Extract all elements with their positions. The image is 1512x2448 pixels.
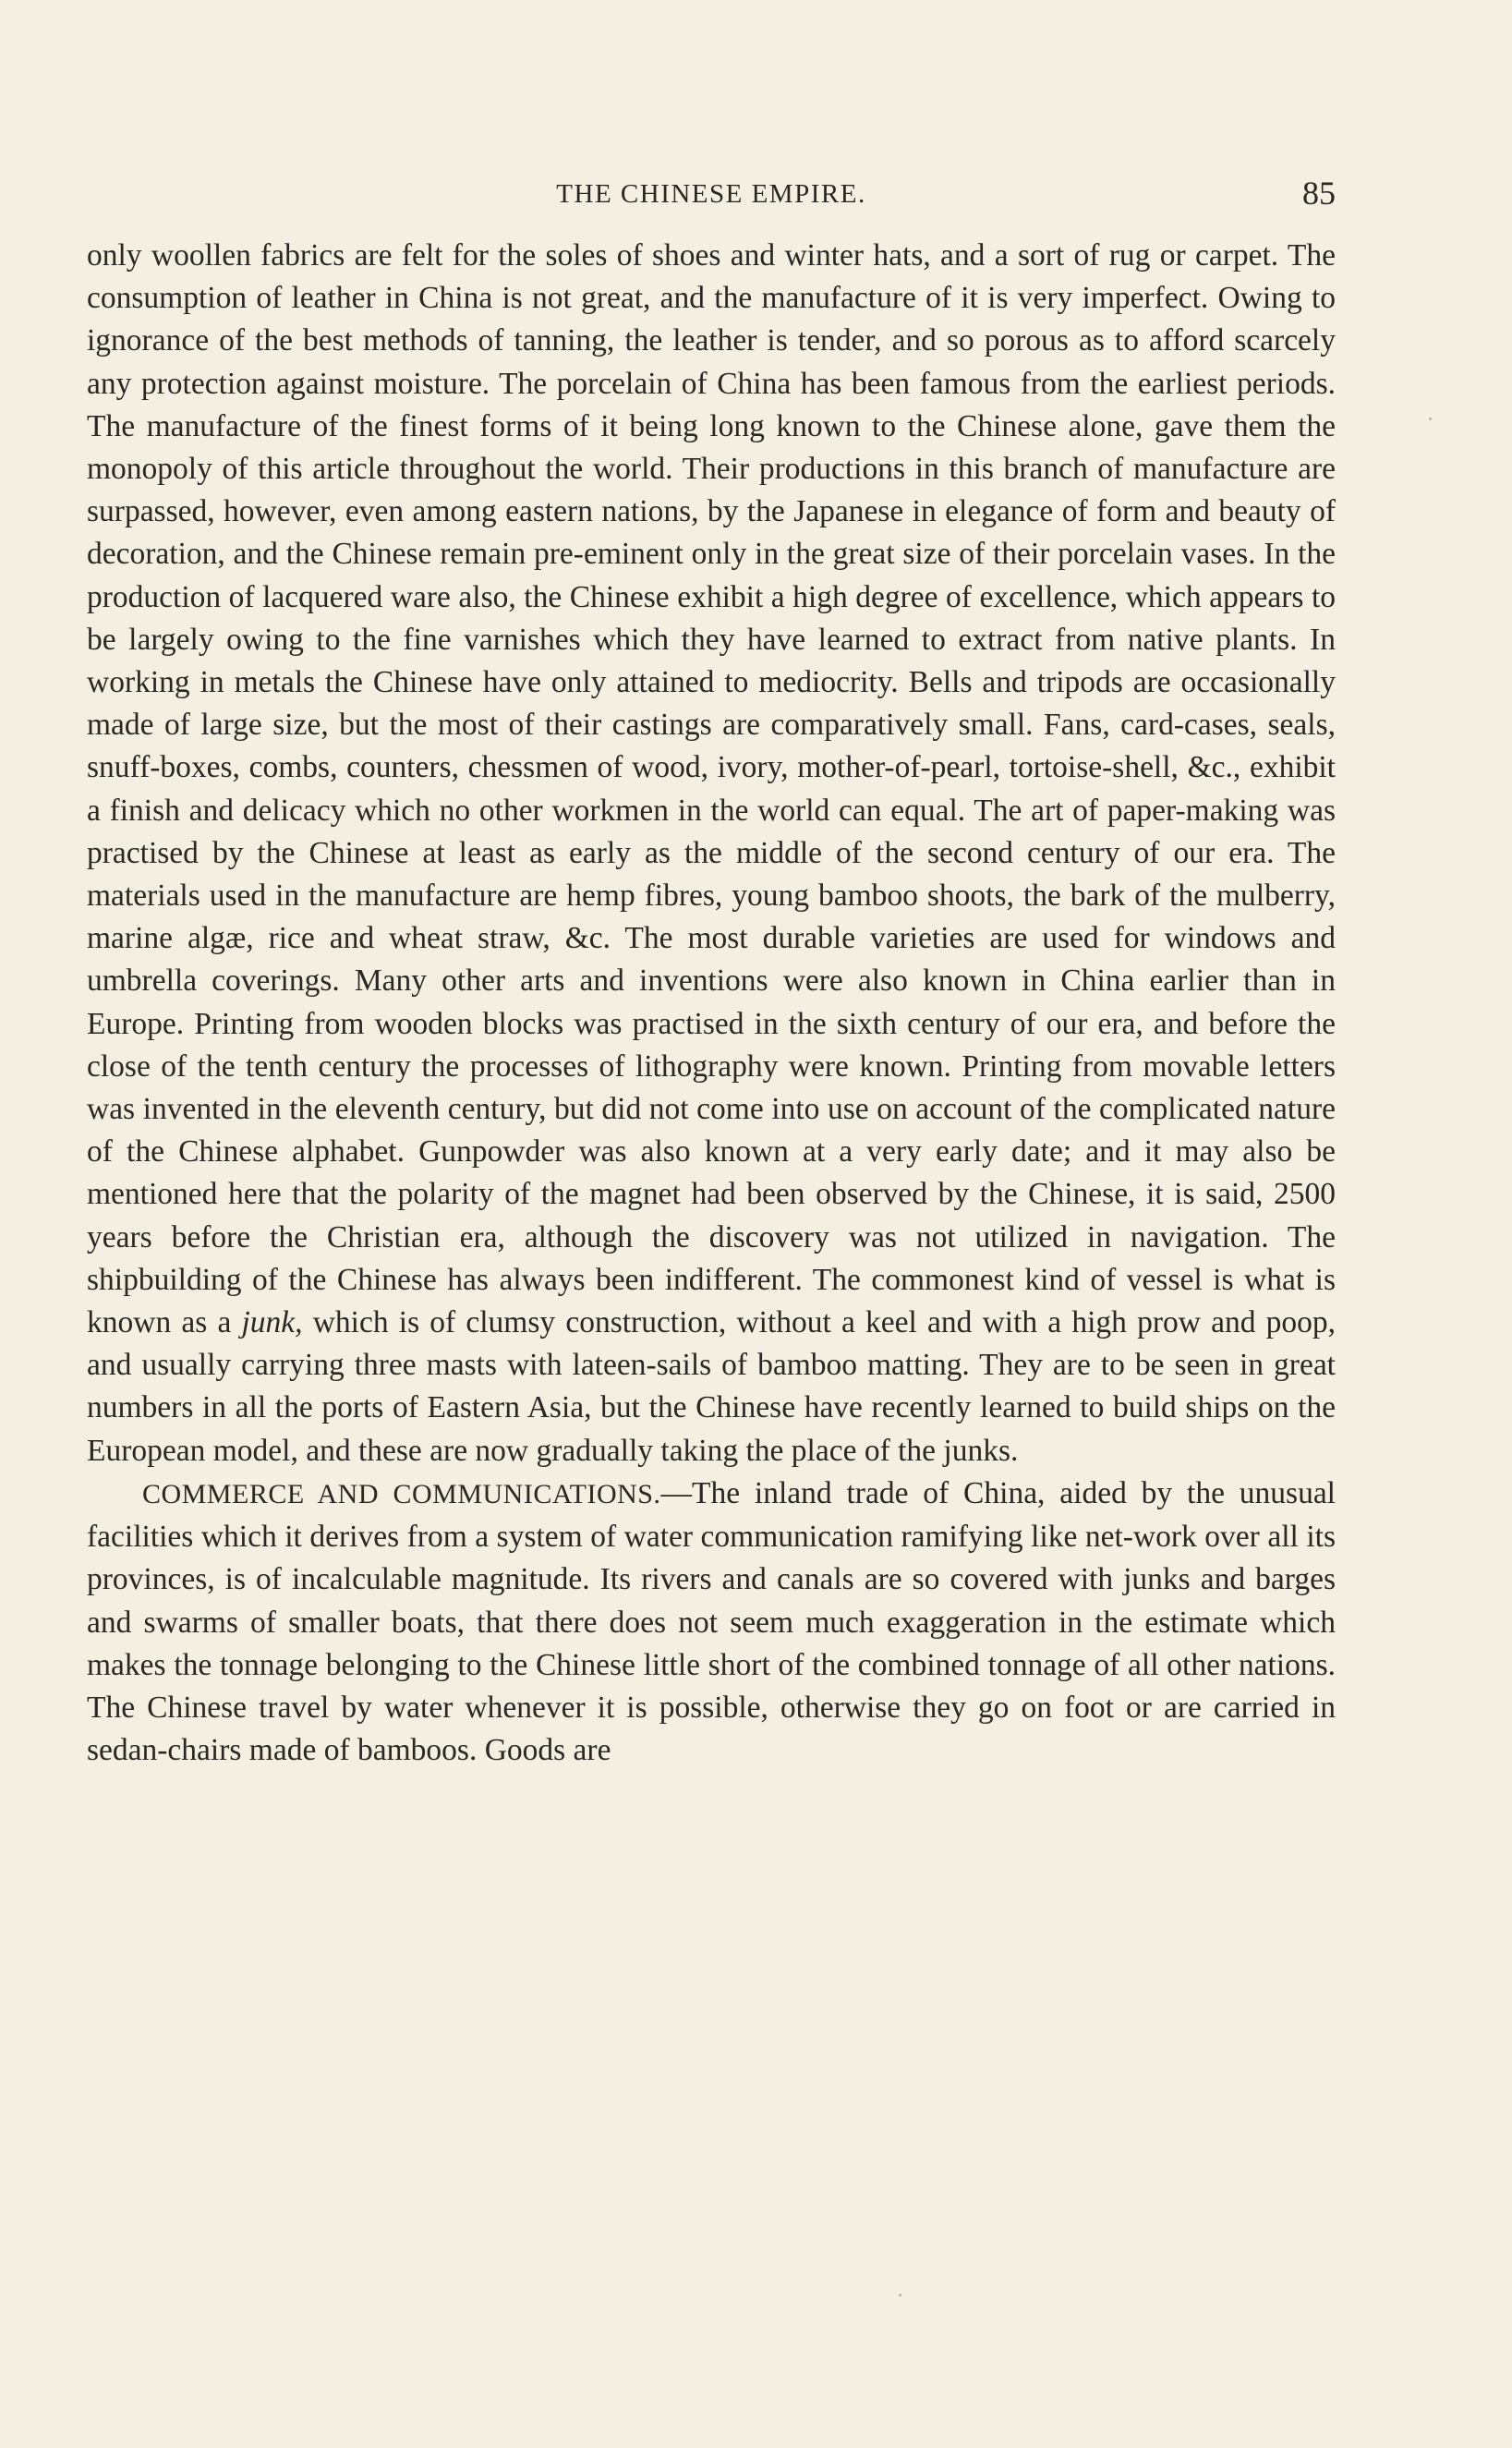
paragraph-text: —The inland trade of China, aided by the unusual facilities which it derives from a system of water communication ramifying like net-work over all its provinces, is of incalculable magnitude. Its rivers and canals are so covered with junks and barges and swarms of smaller boats, that there does not seem much exaggeration in the estimate which makes the tonnage belonging to the Chinese little short of the combined tonnage of all other nations. The Chinese travel by water whenever it is possible, otherwise they go on foot or are carried in sedan-chairs made of bamboos. Goods are <box>87 1475 1336 1768</box>
paper-speck <box>1429 418 1432 420</box>
page-header <box>87 174 1336 214</box>
paragraph-commerce <box>87 1472 1336 1772</box>
page-number: 85 <box>1302 175 1336 212</box>
paragraph-text: only woollen fabrics are felt for the soles of shoes and winter hats, and a sort of rug or carpet. The consumption of leather in China is not great, and the manufacture of it is very imperfect. Owing to ignorance of the best methods of tanning, the leather is tender, and so porous as to afford scarcely any protection against moisture. The porcelain of China has been famous from the earliest periods. The manufacture of the finest forms of it being long known to the Chinese alone, gave them the monopoly of this article throughout the world. Their productions in this branch of manufacture are surpassed, however, even among eastern nations, by the Japanese in elegance of form and beauty of decoration, and the Chinese remain pre-eminent only in the great size of their porcelain vases. In the production of lacquered ware also, the Chinese exhibit a high degree of excellence, which appears to be largely owing to the fine varnishes which they have learned to extract from native plants. In working in metals the Chinese have only attained to mediocrity. Bells and tripods are occasionally made of large size, but the most of their castings are comparatively small. Fans, card-cases, seals, snuff-boxes, combs, counters, chessmen of wood, ivory, mother-of-pearl, tortoise-shell, &c., exhibit a finish and delicacy which no other workmen in the world can equal. The art of paper-making was practised by the Chinese at least as early as the middle of the second century of our era. The materials used in the manufacture are hemp fibres, young bamboo shoots, the bark of the mulberry, marine algæ, rice and wheat straw, &c. The most durable varieties are used for windows and umbrella coverings. Many other arts and inventions were also known in China earlier than in Europe. Printing from wooden blocks was practised in the sixth century of our era, and before the close of the tenth century the processes of lithography were known. Printing from movable letters was invented in the eleventh century, but did not come into use on account of the complicated nature of the Chinese alphabet. Gunpowder was also known at a very early date; and it may also be mentioned here that the polarity of the magnet had been observed by the Chinese, it is said, 2500 years before the Christian era, although the discovery was not utilized in navigation. The shipbuilding of the Chinese has always been indifferent. The commonest kind of vessel is what is known as a <box>87 238 1336 1340</box>
running-head: THE CHINESE EMPIRE. <box>556 179 866 209</box>
paragraph-text: which is of clumsy construction, without a keel and with a high prow and poop, and usually carrying three masts with lateen-sails of bamboo matting. They are to be seen in great numbers in all the ports of Eastern Asia, but the Chinese have recently learned to build ships on the European model, and these are now gradually taking the place of the junks. <box>87 1305 1337 1468</box>
section-heading: COMMERCE AND COMMUNICATIONS. <box>142 1478 661 1509</box>
italic-term: junk, <box>241 1305 303 1340</box>
paragraph-manufactures <box>87 235 1336 1472</box>
body-text <box>87 235 1336 1772</box>
paper-speck <box>899 2294 901 2297</box>
